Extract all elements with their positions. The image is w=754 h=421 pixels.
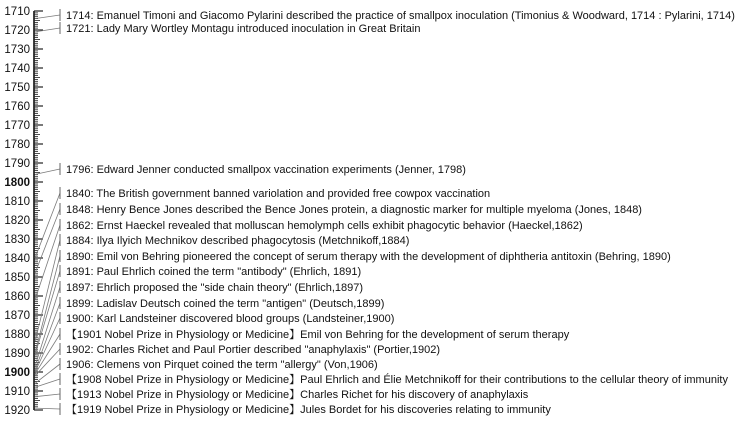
year-label: 1900	[4, 367, 30, 379]
axis-year-labels	[4, 6, 30, 417]
event-label: 【1908 Nobel Prize in Physiology or Medicine】Paul Ehrlich and Élie Metchnikoff for their contributions to the cellular theory of immunity	[66, 374, 728, 386]
event-label: 1714: Emanuel Timoni and Giacomo Pylarini described the practice of smallpox inoculation (Timonius & Woodward, 1714 : Pylarini, 1714)	[66, 10, 735, 22]
event-label: 1796: Edward Jenner conducted smallpox vaccination experiments (Jenner, 1798)	[66, 164, 466, 176]
event-label: 1721: Lady Mary Wortley Montagu introduced inoculation in Great Britain	[66, 23, 421, 35]
event-connector	[35, 15, 60, 19]
year-label: 1740	[4, 63, 30, 75]
year-label: 1710	[4, 6, 30, 18]
event-label: 1848: Henry Bence Jones described the Bence Jones protein, a diagnostic marker for multiple myeloma (Jones, 1848)	[66, 204, 642, 216]
event-label: 1897: Ehrlich proposed the "side chain theory" (Ehrlich,1897)	[66, 282, 364, 294]
year-label: 1780	[4, 139, 30, 151]
event-connectors	[35, 9, 60, 415]
event-label: 1906: Clemens von Pirquet coined the term "allergy" (Von,1906)	[66, 359, 378, 371]
year-label: 1850	[4, 272, 30, 284]
event-connector	[35, 169, 60, 174]
year-label: 1770	[4, 120, 30, 132]
year-label: 1910	[4, 386, 30, 398]
event-label: 【1919 Nobel Prize in Physiology or Medicine】Jules Bordet for his discoveries relating to immunity	[66, 404, 551, 416]
event-connector	[35, 256, 60, 353]
year-label: 1840	[4, 253, 30, 265]
year-label: 1730	[4, 44, 30, 56]
event-label: 【1901 Nobel Prize in Physiology or Medicine】Emil von Behring for the development of serum therapy	[66, 329, 570, 341]
year-label: 1810	[4, 196, 30, 208]
year-label: 1870	[4, 310, 30, 322]
event-label: 1890: Emil von Behring pioneered the concept of serum therapy with the development of diphtheria antitoxin (Behring, 1890)	[66, 251, 671, 263]
year-label: 1880	[4, 329, 30, 341]
year-label: 1820	[4, 215, 30, 227]
year-label: 1920	[4, 405, 30, 417]
event-label: 1862: Ernst Haeckel revealed that molluscan hemolymph cells exhibit phagocytic behavior (Haeckel,1862)	[66, 220, 583, 232]
event-connector	[35, 408, 60, 409]
event-connector	[35, 394, 60, 397]
year-label: 1860	[4, 291, 30, 303]
event-label: 1891: Paul Ehrlich coined the term "antibody" (Ehrlich, 1891)	[66, 266, 362, 278]
event-connector	[35, 225, 60, 300]
event-label: 1840: The British government banned variolation and provided free cowpox vaccination	[66, 188, 491, 200]
year-label: 1830	[4, 234, 30, 246]
event-list	[66, 10, 735, 416]
year-label: 1760	[4, 101, 30, 113]
year-label: 1890	[4, 348, 30, 360]
event-label: 1902: Charles Richet and Paul Portier described "anaphylaxis" (Portier,1902)	[66, 344, 441, 356]
year-label: 1790	[4, 158, 30, 170]
event-label: 1884: Ilya Ilyich Mechnikov described phagocytosis (Metchnikoff,1884)	[66, 235, 410, 247]
event-label: 1900: Karl Landsteiner discovered blood groups (Landsteiner,1900)	[66, 313, 395, 325]
year-label: 1800	[4, 177, 30, 189]
event-label: 1899: Ladislav Deutsch coined the term "antigen" (Deutsch,1899)	[66, 298, 385, 310]
year-label: 1720	[4, 25, 30, 37]
year-label: 1750	[4, 82, 30, 94]
event-label: 【1913 Nobel Prize in Physiology or Medicine】Charles Richet for his discovery of anaphylaxis	[66, 389, 529, 401]
event-connector	[35, 193, 60, 258]
